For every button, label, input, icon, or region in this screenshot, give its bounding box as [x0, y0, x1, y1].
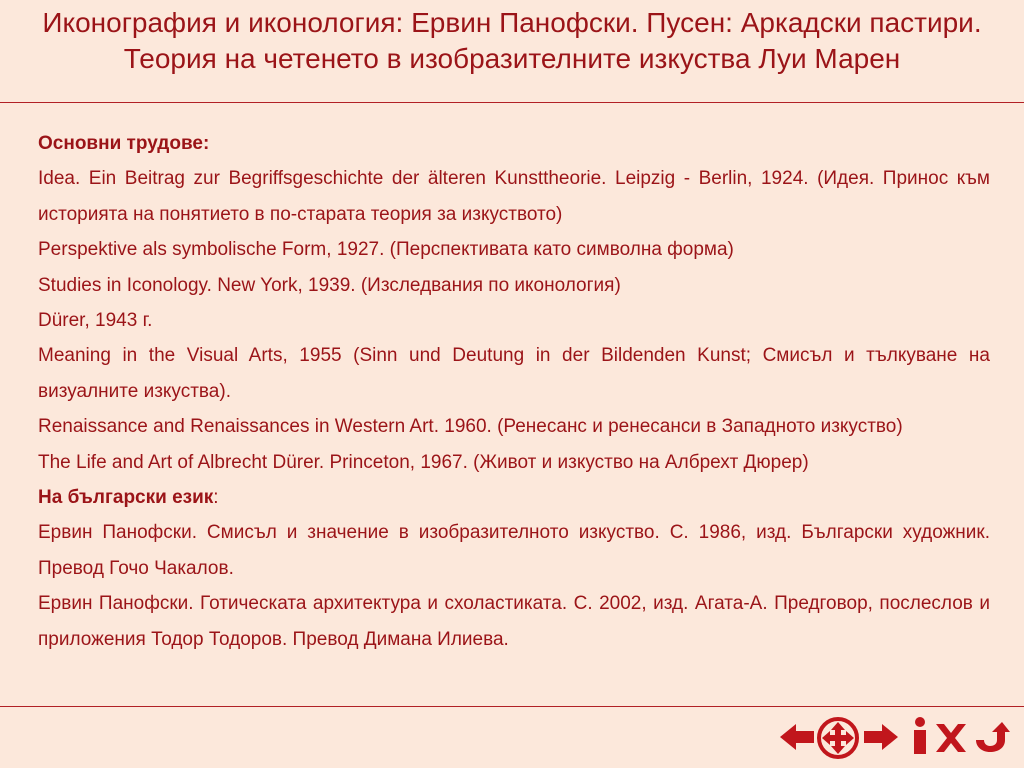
work-item: Renaissance and Renaissances in Western Art. 1960. (Ренесанс и ренесанси в Западното изкуство)	[38, 416, 903, 438]
return-icon[interactable]	[974, 718, 1012, 754]
footer-divider	[0, 706, 1024, 707]
close-icon[interactable]	[934, 722, 968, 754]
home-icon[interactable]	[816, 716, 860, 760]
bulgarian-work-item: Ервин Панофски. Смисъл и значение в изобразителното изкуство. С. 1986, изд. Български художник. Превод Гочо Чакалов.	[38, 522, 990, 579]
slide-title	[0, 0, 1024, 102]
work-item: Dürer, 1943 г.	[38, 310, 153, 332]
main-works-heading: Основни трудове:	[38, 133, 210, 154]
arrow-left-icon[interactable]	[778, 722, 816, 752]
info-icon[interactable]	[911, 716, 929, 756]
title-line-1: Иконография и иконология: Ервин Панофски. Пусен: Аркадски пастири.	[42, 7, 982, 38]
bulgarian-heading-text: На български език	[38, 487, 214, 509]
title-line-2: Теория на четенето в изобразителните изкуства Луи Марен	[123, 43, 901, 74]
work-item: The Life and Art of Albrecht Dürer. Princeton, 1967. (Живот и изкуство на Албрехт Дюрер)	[38, 451, 809, 473]
work-item: Perspektive als symbolische Form, 1927. (Перспективата като символна форма)	[38, 239, 734, 261]
navigation-bar	[770, 708, 1024, 768]
slide-content	[38, 126, 990, 657]
bulgarian-heading	[38, 480, 990, 515]
arrow-right-icon[interactable]	[862, 722, 900, 752]
bulgarian-work-item: Ервин Панофски. Готическата архитектура и схоластиката. С. 2002, изд. Агата-А. Предговор, послеслов и приложения Тодор Тодоров. Превод Димана Илиева.	[38, 593, 990, 650]
title-divider	[0, 102, 1024, 103]
bulgarian-heading-colon: :	[213, 487, 219, 509]
work-item: Idea. Ein Beitrag zur Begriffsgeschichte der älteren Kunsttheorie. Leipzig - Berlin, 1924. (Идея. Принос към историята на понятието в по-старата теория за изкуството)	[38, 168, 990, 225]
work-item: Meaning in the Visual Arts, 1955 (Sinn und Deutung in der Bildenden Kunst; Смисъл и тълкуване на визуалните изкуства).	[38, 345, 990, 402]
work-item: Studies in Iconology. New York, 1939. (Изследвания по иконология)	[38, 274, 621, 296]
